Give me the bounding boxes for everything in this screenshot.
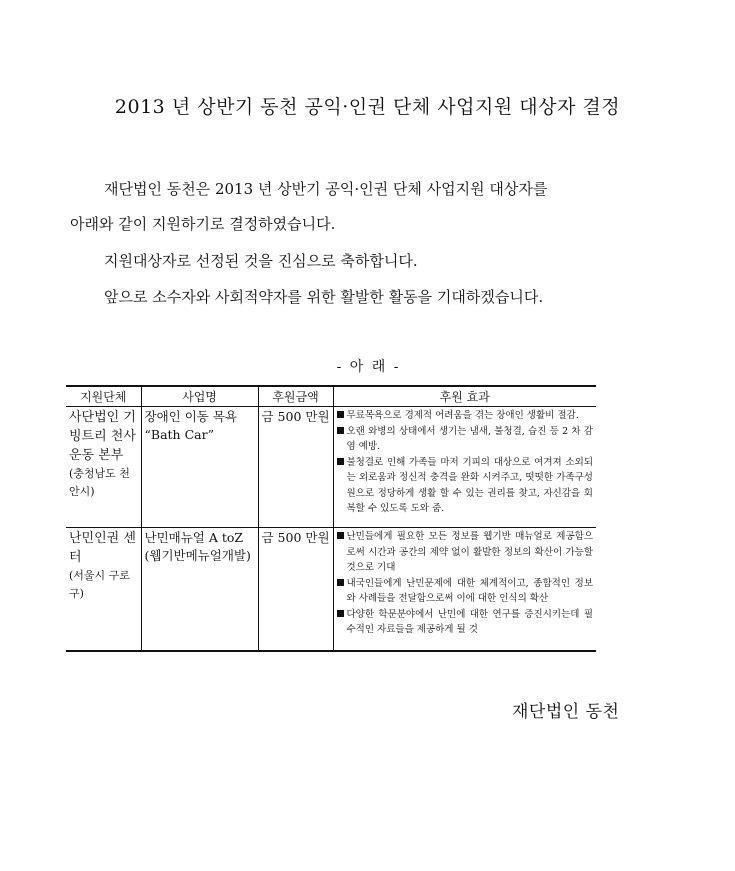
square-bullet-icon xyxy=(337,579,344,586)
table-row xyxy=(66,528,596,652)
square-bullet-icon xyxy=(337,411,344,418)
table-header-row xyxy=(66,386,596,407)
header-project: 사업명 xyxy=(141,386,258,407)
project-cell: 장애인 이동 목욕 “Bath Car” xyxy=(141,407,258,528)
expectation-line: 앞으로 소수자와 사회적약자를 위한 활발한 활동을 기대하겠습니다. xyxy=(104,288,544,306)
organization-location: (충청남도 천안시) xyxy=(69,467,130,498)
table-row xyxy=(66,407,596,528)
intro-paragraph-line-2: 아래와 같이 지원하기로 결정하였습니다. xyxy=(70,215,336,233)
amount-cell: 금 500 만원 xyxy=(258,528,333,652)
square-bullet-icon xyxy=(337,532,344,539)
foundation-signature: 재단법인 동천 xyxy=(512,702,620,722)
amount-cell: 금 500 만원 xyxy=(258,407,333,528)
effect-item: 난민들에게 필요한 모든 정보를 웹기반 매뉴얼로 제공함으로써 시간과 공간의 제약 없이 활발한 정보의 확산이 가능할 것으로 기대 xyxy=(337,529,594,576)
header-effects: 후원 효과 xyxy=(333,386,596,407)
square-bullet-icon xyxy=(337,427,344,434)
organization-cell xyxy=(66,407,141,528)
support-table xyxy=(66,385,596,652)
square-bullet-icon xyxy=(337,610,344,617)
effects-cell xyxy=(333,528,596,652)
effect-item: 무료목욕으로 경제적 어려움을 겪는 장애인 생활비 절감. xyxy=(337,408,594,424)
header-organization: 지원단체 xyxy=(66,386,141,407)
document-title: 2013 년 상반기 동천 공익·인권 단체 사업지원 대상자 결정 xyxy=(114,96,621,118)
effect-item: 불청결로 인해 가족들 마저 기피의 대상으로 여겨져 소외되는 외로움과 정신적 충격을 완화 시켜주고, 떳떳한 가족구성원으로 정당하게 생활 할 수 있는 권리를 찾고, 자신감을 회복할 수 있도록 도와 줌. xyxy=(337,455,594,517)
organization-cell xyxy=(66,528,141,652)
effect-item: 오랜 와병의 상태에서 생기는 냄새, 불청결, 습진 등 2 차 감염 예방. xyxy=(337,424,594,455)
organization-location: (서울시 구로구) xyxy=(69,569,130,600)
section-label: - 아 래 - xyxy=(336,359,399,375)
organization-name: 사단법인 기빙트리 천사운동 본부 xyxy=(69,410,136,463)
effect-item: 내국인들에게 난민문제에 대한 체계적이고, 종합적인 정보와 사례들을 전달함으로써 이에 대한 인식의 확산 xyxy=(337,576,594,607)
effects-cell xyxy=(333,407,596,528)
square-bullet-icon xyxy=(337,458,344,465)
project-cell: 난민매뉴얼 A toZ (웹기반메뉴얼개발) xyxy=(141,528,258,652)
effect-item: 다양한 학문분야에서 난민에 대한 연구를 증진시키는데 필수적인 자료들을 제공하게 될 것 xyxy=(337,607,594,638)
intro-paragraph-line-1: 재단법인 동천은 2013 년 상반기 공익·인권 단체 사업지원 대상자를 xyxy=(104,180,548,198)
header-amount: 후원금액 xyxy=(258,386,333,407)
organization-name: 난민인권 센터 xyxy=(69,531,136,565)
congratulation-line: 지원대상자로 선정된 것을 진심으로 축하합니다. xyxy=(104,252,418,270)
